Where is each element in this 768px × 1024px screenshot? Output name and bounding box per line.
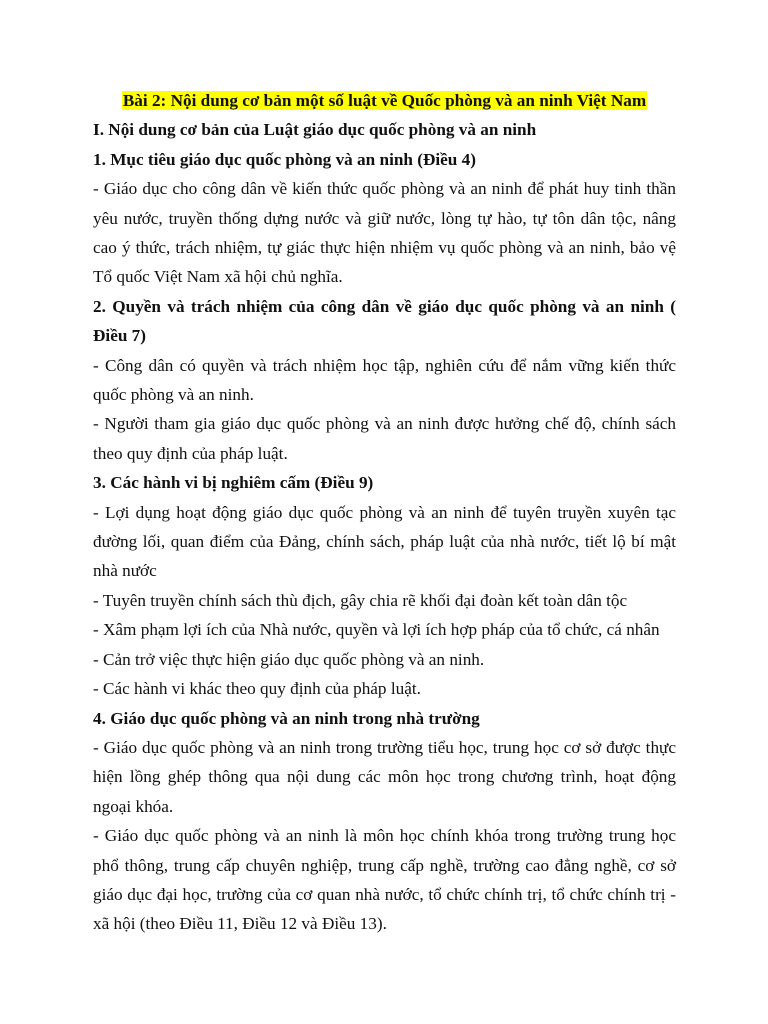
paragraph: - Các hành vi khác theo quy định của pháp luật.	[93, 679, 421, 699]
paragraph: - Tuyên truyền chính sách thù địch, gây chia rẽ khối đại đoàn kết toàn dân tộc	[93, 590, 628, 610]
heading-hanh-vi-nghiem-cam: 3. Các hành vi bị nghiêm cấm (Điều 9)	[93, 473, 374, 493]
paragraph: - Cản trở việc thực hiện giáo dục quốc phòng và an ninh.	[93, 649, 485, 669]
paragraph: - Lợi dụng hoạt động giáo dục quốc phòng và an ninh để tuyên truyền xuyên tạc đường lối, quan điểm của Đảng, chính sách, pháp luật của nhà nước, tiết lộ bí mật nhà nước	[93, 502, 676, 581]
paragraph: - Giáo dục cho công dân về kiến thức quốc phòng và an ninh để phát huy tinh thần yêu nước, truyền thống dựng nước và giữ nước, lòng tự hào, tự tôn dân tộc, nâng cao ý thức, trách nhiệm, tự giác thực hiện nhiệm vụ quốc phòng và an ninh, bảo vệ Tổ quốc Việt Nam xã hội chủ nghĩa.	[93, 179, 676, 287]
paragraph: - Giáo dục quốc phòng và an ninh trong trường tiểu học, trung học cơ sở được thực hiện lồng ghép thông qua nội dung các môn học trong chương trình, hoạt động ngoại khóa.	[93, 737, 676, 816]
document-body	[93, 86, 676, 939]
heading-quyen-trach-nhiem: 2. Quyền và trách nhiệm của công dân về giáo dục quốc phòng và an ninh ( Điều 7)	[93, 296, 676, 346]
paragraph: - Xâm phạm lợi ích của Nhà nước, quyền và lợi ích hợp pháp của tổ chức, cá nhân	[93, 620, 660, 640]
title-row	[93, 86, 676, 115]
paragraph: - Công dân có quyền và trách nhiệm học tập, nghiên cứu để nắm vững kiến thức quốc phòng và an ninh.	[93, 355, 676, 405]
paragraph: - Giáo dục quốc phòng và an ninh là môn học chính khóa trong trường trung học phổ thông, trung cấp chuyên nghiệp, trung cấp nghề, trường cao đẳng nghề, cơ sở giáo dục đại học, trường của cơ quan nhà nước, tổ chức chính trị, tổ chức chính trị - xã hội (theo Điều 11, Điều 12 và Điều 13).	[93, 826, 676, 934]
document-title: Bài 2: Nội dung cơ bản một số luật về Quốc phòng và an ninh Việt Nam	[122, 91, 647, 110]
paragraph: - Người tham gia giáo dục quốc phòng và an ninh được hưởng chế độ, chính sách theo quy định của pháp luật.	[93, 414, 676, 463]
heading-nha-truong: 4. Giáo dục quốc phòng và an ninh trong nhà trường	[93, 708, 480, 728]
section-heading: I. Nội dung cơ bản của Luật giáo dục quốc phòng và an ninh	[93, 120, 537, 140]
heading-muc-tieu: 1. Mục tiêu giáo dục quốc phòng và an ninh (Điều 4)	[93, 149, 476, 169]
